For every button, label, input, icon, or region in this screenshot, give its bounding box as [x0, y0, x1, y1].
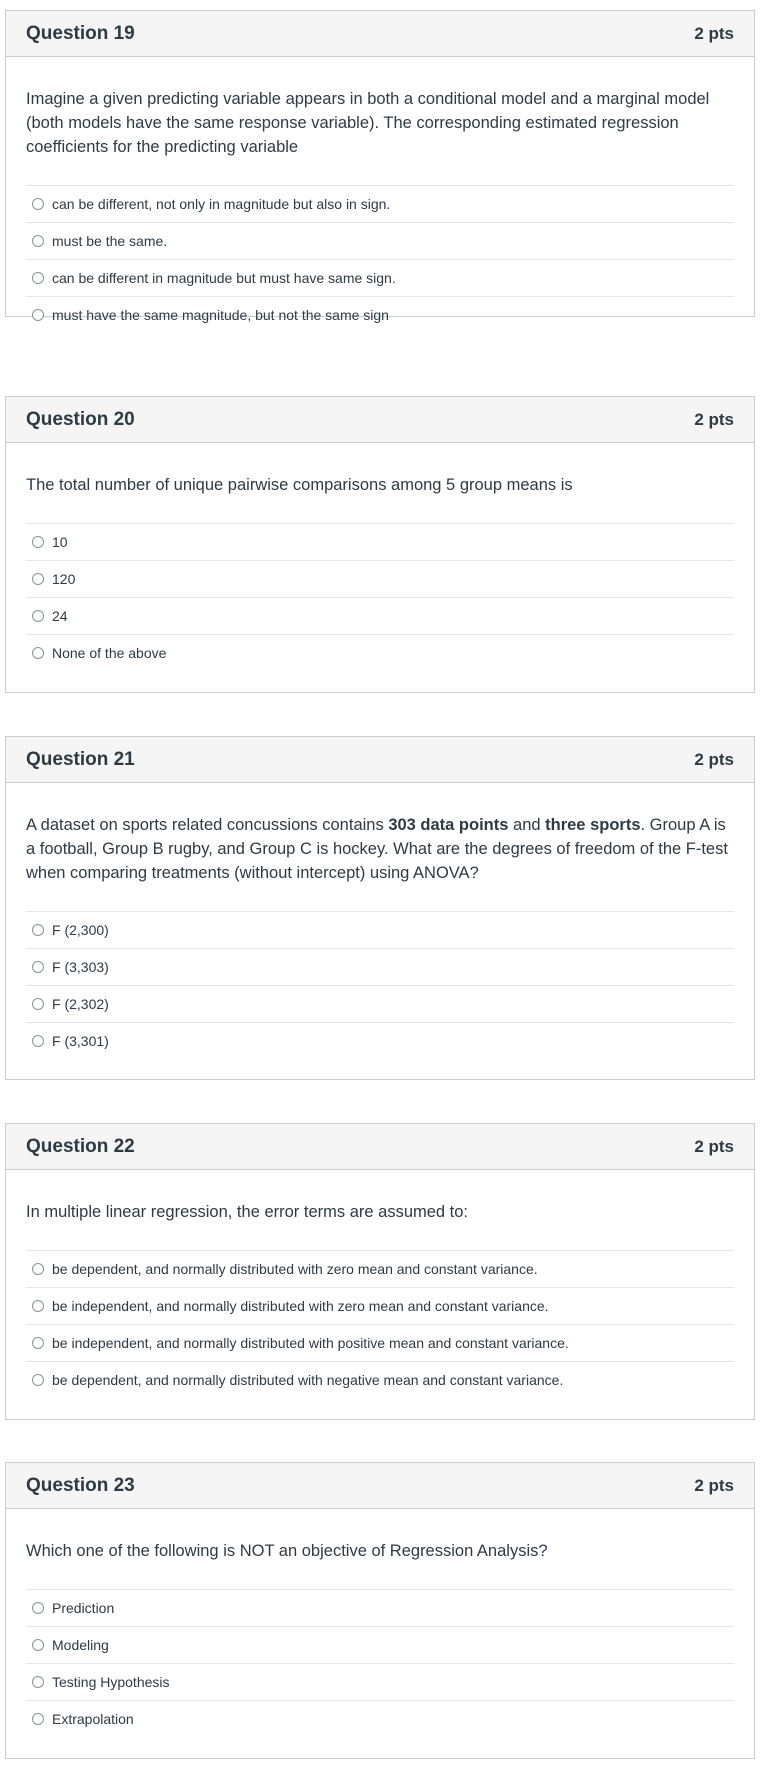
question-card-23 [5, 1462, 755, 1759]
radio-button[interactable] [32, 235, 44, 247]
answer-list [26, 1250, 734, 1398]
answer-option[interactable] [26, 1250, 734, 1287]
answer-option[interactable] [26, 560, 734, 597]
radio-button[interactable] [32, 573, 44, 585]
answer-label: must have the same magnitude, but not the same sign [52, 307, 389, 323]
emphasis-data-points: 303 data points [388, 816, 509, 834]
radio-button[interactable] [32, 198, 44, 210]
question-text: In multiple linear regression, the error terms are assumed to: [26, 1203, 469, 1221]
radio-button[interactable] [32, 1676, 44, 1688]
answer-option[interactable] [26, 1663, 734, 1700]
answer-option[interactable] [26, 1700, 734, 1737]
answer-label: Prediction [52, 1600, 115, 1616]
question-points: 2 pts [694, 409, 734, 429]
radio-button[interactable] [32, 647, 44, 659]
answer-list [26, 523, 734, 671]
radio-button[interactable] [32, 309, 44, 321]
answer-label: F (3,301) [52, 1033, 109, 1049]
question-header [6, 1463, 754, 1509]
answer-list [26, 911, 734, 1059]
question-header [6, 11, 754, 57]
question-title: Question 20 [26, 408, 135, 430]
answer-label: be dependent, and normally distributed with negative mean and constant variance. [52, 1372, 564, 1388]
question-text: Which one of the following is NOT an objective of Regression Analysis? [26, 1542, 548, 1560]
answer-option[interactable] [26, 259, 734, 296]
radio-button[interactable] [32, 1337, 44, 1349]
question-title: Question 23 [26, 1474, 135, 1496]
radio-button[interactable] [32, 1300, 44, 1312]
question-points: 2 pts [694, 1475, 734, 1495]
answer-option[interactable] [26, 1287, 734, 1324]
question-points: 2 pts [694, 23, 734, 43]
answer-label: Testing Hypothesis [52, 1674, 170, 1690]
question-card-22 [5, 1123, 755, 1420]
radio-button[interactable] [32, 1713, 44, 1725]
question-text: A dataset on sports related concussions contains 303 data points and three sports. Group A is a football, Group B rugby, and Group C is hockey. What are the degrees of freedom of the F-test when comparing treatments (without intercept) using ANOVA? [26, 816, 728, 882]
radio-button[interactable] [32, 924, 44, 936]
answer-option[interactable] [26, 985, 734, 1022]
answer-label: be independent, and normally distributed with positive mean and constant variance. [52, 1335, 569, 1351]
answer-label: 10 [52, 534, 68, 550]
question-header [6, 737, 754, 783]
question-card-21 [5, 736, 755, 1080]
answer-label: F (3,303) [52, 959, 109, 975]
answer-label: can be different in magnitude but must have same sign. [52, 270, 396, 286]
answer-label: F (2,300) [52, 922, 109, 938]
answer-label: be dependent, and normally distributed with zero mean and constant variance. [52, 1261, 538, 1277]
radio-button[interactable] [32, 1263, 44, 1275]
answer-list [26, 1589, 734, 1737]
radio-button[interactable] [32, 1374, 44, 1386]
question-title: Question 21 [26, 748, 135, 770]
question-title: Question 22 [26, 1135, 135, 1157]
question-points: 2 pts [694, 749, 734, 769]
answer-option[interactable] [26, 296, 734, 333]
answer-label: 120 [52, 571, 76, 587]
answer-option[interactable] [26, 1626, 734, 1663]
radio-button[interactable] [32, 998, 44, 1010]
answer-option[interactable] [26, 911, 734, 948]
radio-button[interactable] [32, 1639, 44, 1651]
answer-label: F (2,302) [52, 996, 109, 1012]
question-header [6, 397, 754, 443]
radio-button[interactable] [32, 1035, 44, 1047]
radio-button[interactable] [32, 961, 44, 973]
answer-option[interactable] [26, 1022, 734, 1059]
question-points: 2 pts [694, 1136, 734, 1156]
answer-option[interactable] [26, 1361, 734, 1398]
question-card-20 [5, 396, 755, 693]
question-card-19 [5, 10, 755, 323]
answer-label: must be the same. [52, 233, 168, 249]
question-title: Question 19 [26, 22, 135, 44]
answer-option[interactable] [26, 948, 734, 985]
answer-label: None of the above [52, 645, 167, 661]
answer-label: be independent, and normally distributed with zero mean and constant variance. [52, 1298, 549, 1314]
question-text: The total number of unique pairwise comparisons among 5 group means is [26, 476, 573, 494]
radio-button[interactable] [32, 610, 44, 622]
answer-option[interactable] [26, 1589, 734, 1626]
answer-option[interactable] [26, 185, 734, 222]
answer-list [26, 185, 734, 333]
radio-button[interactable] [32, 1602, 44, 1614]
answer-label: Modeling [52, 1637, 109, 1653]
answer-option[interactable] [26, 222, 734, 259]
answer-option[interactable] [26, 523, 734, 560]
emphasis-three-sports: three sports [545, 816, 641, 834]
radio-button[interactable] [32, 272, 44, 284]
answer-label: Extrapolation [52, 1711, 134, 1727]
question-text: Imagine a given predicting variable appears in both a conditional model and a marginal model (both models have the same response variable). The corresponding estimated regression coefficients for the predicting variable [26, 90, 710, 156]
answer-option[interactable] [26, 634, 734, 671]
answer-label: can be different, not only in magnitude but also in sign. [52, 196, 391, 212]
question-header [6, 1124, 754, 1170]
answer-option[interactable] [26, 597, 734, 634]
radio-button[interactable] [32, 536, 44, 548]
answer-option[interactable] [26, 1324, 734, 1361]
answer-label: 24 [52, 608, 68, 624]
